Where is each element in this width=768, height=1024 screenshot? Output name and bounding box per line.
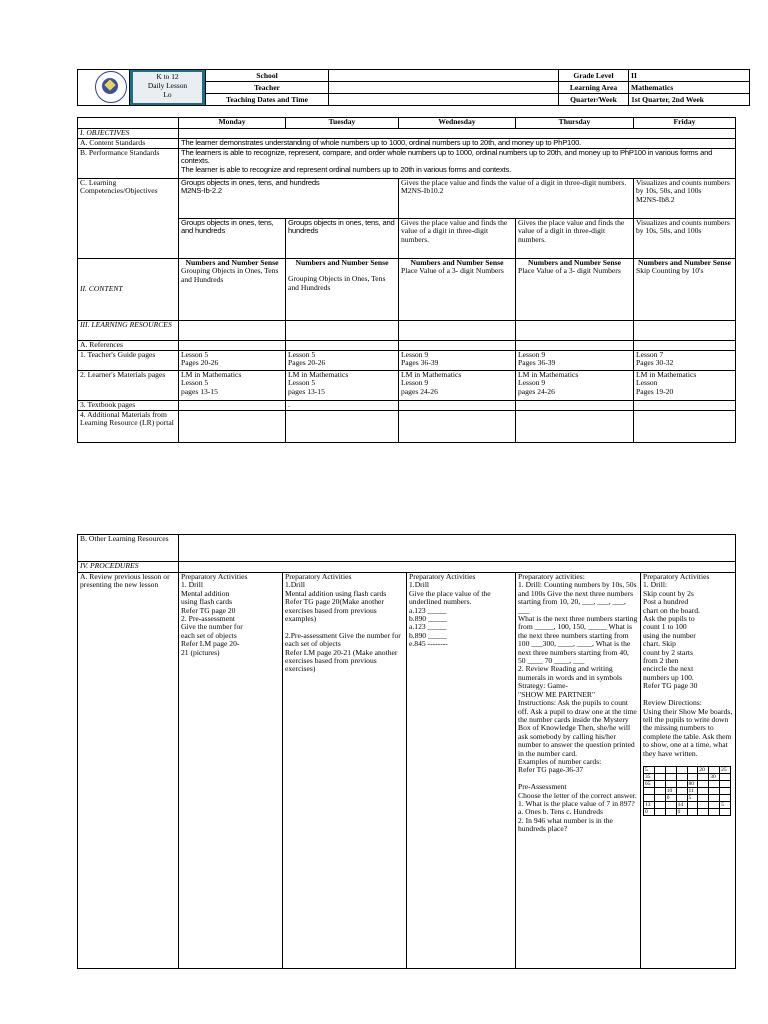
quarter-week-value[interactable]: 1st Quarter, 2nd Week	[629, 94, 750, 106]
number-grid-cell	[654, 801, 665, 808]
learning-resources-heading: III. LEARNING RESOURCES	[78, 321, 179, 341]
references-label: A. References	[78, 341, 179, 351]
content-topic-fri: Skip Counting by 10's	[636, 266, 704, 276]
content-heading-wed: Numbers and Number Sense	[410, 258, 504, 267]
other-resources-label: B. Other Learning Resources	[78, 535, 179, 562]
content-topic-mon: Grouping Objects in Ones, Tens and Hundreds	[181, 266, 279, 284]
tg-tuesday: Lesson 5 Pages 20-26	[286, 351, 399, 371]
number-grid-cell	[698, 794, 709, 801]
number-grid-cell	[676, 766, 687, 773]
number-grid-cell: 14	[676, 801, 687, 808]
number-grid-cell	[720, 773, 731, 780]
number-grid-row	[644, 787, 731, 794]
dll-title-box	[130, 70, 206, 106]
number-grid-cell	[720, 808, 731, 815]
grade-level-value[interactable]: II	[629, 70, 750, 82]
number-grid-cell	[698, 808, 709, 815]
number-grid-cell: 5	[720, 801, 731, 808]
additional-materials-label: 4. Additional Materials from Learning Resource (LR) portal	[78, 411, 179, 443]
procedures-heading: IV. PROCEDURES	[78, 562, 179, 573]
number-grid-cell	[665, 808, 676, 815]
day-wednesday: Wednesday	[399, 118, 516, 129]
number-grid-cell	[665, 780, 676, 787]
tg-wednesday: Lesson 9 Pages 36-39	[399, 351, 516, 371]
number-grid-cell	[709, 787, 720, 794]
teacher-value[interactable]	[329, 82, 559, 94]
number-grid-row	[644, 780, 731, 787]
lm-thursday: LM in Mathematics Lesson 9 pages 24-26	[516, 371, 634, 401]
content-heading: II. CONTENT	[78, 259, 179, 321]
content-thursday	[516, 259, 634, 321]
procedure-wednesday: Preparatory Activities 1.Drill Give the place value of the underlined numbers. a.123 _____ b.890 _____ a.123 _____ b.890 _____ e.845 --------	[407, 573, 516, 969]
number-grid-cell	[644, 794, 655, 801]
number-grid-cell	[720, 787, 731, 794]
content-monday	[179, 259, 286, 321]
number-grid-cell: 13	[644, 801, 655, 808]
lm-tuesday: LM in Mathematics Lesson 5 pages 13-15	[286, 371, 399, 401]
lesson-header-table	[77, 69, 750, 106]
dll-line-3: Lo	[163, 90, 172, 99]
dll-line-2: Daily Lesson	[147, 81, 188, 90]
learners-materials-label: 2. Learner's Materials pages	[78, 371, 179, 401]
number-grid-cell: 20	[698, 766, 709, 773]
number-grid-cell	[709, 766, 720, 773]
number-grid-cell: 11	[687, 787, 698, 794]
school-value[interactable]	[329, 70, 559, 82]
textbook-mark: .	[286, 401, 399, 411]
lm-monday: LM in Mathematics Lesson 5 pages 13-15	[179, 371, 286, 401]
procedure-friday	[641, 573, 736, 969]
competency-friday: Visualizes and counts numbers by 10s, 50s, and 100s	[634, 219, 736, 259]
content-wednesday	[399, 259, 516, 321]
competency-place-value: Gives the place value and finds the value of a digit in three-digit numbers. M2NS-Ib10.2	[399, 179, 634, 219]
competency-grouping: Groups objects in ones, tens, and hundreds M2NS-Ib-2.2	[179, 179, 399, 219]
number-grid-cell	[654, 773, 665, 780]
dll-line-1: K to 12	[156, 72, 179, 81]
deped-seal-icon	[95, 71, 127, 103]
procedure-monday: Preparatory Activities 1. Drill Mental addition using flash cards Refer TG page 20 2. Pre-assessment Give the number for each set of objects Refer LM page 20- 21 (pictures)	[179, 573, 283, 969]
number-grid-row	[644, 773, 731, 780]
learning-area-value[interactable]: Mathematics	[629, 82, 750, 94]
teachers-guide-label: 1. Teacher's Guide pages	[78, 351, 179, 371]
number-grid-cell	[676, 773, 687, 780]
competency-tuesday: Groups objects in ones, tens, and hundreds	[286, 219, 399, 259]
number-grid-cell: 35	[644, 773, 655, 780]
corner-cell	[78, 118, 179, 129]
number-grid	[643, 766, 731, 816]
number-grid-cell	[654, 787, 665, 794]
tg-friday: Lesson 7 Pages 30-32	[634, 351, 736, 371]
number-grid-cell	[709, 780, 720, 787]
content-topic-tue: Grouping Objects in Ones, Tens and Hundreds	[288, 274, 386, 292]
school-label: School	[206, 70, 329, 82]
procedure-tuesday: Preparatory Activities 1.Drill Mental addition using flash cards Refer TG page 20(Make another exercises based from previous examples) 2.Pre-assessment Give the number for each set of objects Refer LM page 20-21 (Make another exercises based from previous exercises)	[283, 573, 407, 969]
procedures-table	[77, 534, 736, 969]
review-label: A. Review previous lesson or presenting the new lesson	[78, 573, 179, 969]
content-heading-tue: Numbers and Number Sense	[295, 258, 389, 267]
number-grid-row	[644, 766, 731, 773]
number-grid-cell: 5	[644, 766, 655, 773]
number-grid-cell	[709, 808, 720, 815]
grade-level-label: Grade Level	[559, 70, 629, 82]
number-grid-cell	[709, 801, 720, 808]
teacher-label: Teacher	[206, 82, 329, 94]
number-grid-cell	[709, 794, 720, 801]
lm-wednesday: LM in Mathematics Lesson 9 pages 24-26	[399, 371, 516, 401]
performance-standards-label: B. Performance Standards	[78, 149, 179, 179]
day-monday: Monday	[179, 118, 286, 129]
number-grid-cell: 0	[644, 808, 655, 815]
number-grid-cell: 80	[687, 780, 698, 787]
number-grid-cell: 0	[676, 808, 687, 815]
deped-logo	[78, 70, 130, 106]
teaching-dates-value[interactable]	[329, 94, 559, 106]
procedure-friday-text: Preparatory Activities 1. Drill: Skip count by 2s Post a hundred chart on the board. Ask the pupils to count 1 to 100 using the number chart. Skip count by 2 starts from 2 then encircle the next numbers up 100. Refer TG page 30 Review Directions: Using their Show Me boards, tell the pupils to write down the missing numbers to complete the table. Ask them to show, one at a time, what they have written.	[643, 572, 733, 758]
competency-skip-counting: Visualizes and counts numbers by 10s, 50s, and 100s M2NS-Ib8.2	[634, 179, 736, 219]
number-grid-row	[644, 801, 731, 808]
number-grid-cell	[654, 794, 665, 801]
lm-friday: LM in Mathematics Lesson Pages 19-20	[634, 371, 736, 401]
number-grid-cell	[720, 780, 731, 787]
content-topic-thu: Place Value of a 3- digit Numbers	[518, 266, 621, 276]
number-grid-cell	[687, 773, 698, 780]
number-grid-cell	[676, 780, 687, 787]
number-grid-cell	[644, 787, 655, 794]
content-topic-wed: Place Value of a 3- digit Numbers	[401, 266, 504, 276]
number-grid-cell	[720, 794, 731, 801]
number-grid-cell: 10	[665, 787, 676, 794]
day-tuesday: Tuesday	[286, 118, 399, 129]
objectives-heading: I. OBJECTIVES	[78, 129, 179, 139]
tg-thursday: Lesson 9 Pages 36-39	[516, 351, 634, 371]
day-friday: Friday	[634, 118, 736, 129]
number-grid-cell	[654, 766, 665, 773]
content-heading-fri: Numbers and Number Sense	[638, 258, 731, 267]
content-standards-label: A. Content Standards	[78, 139, 179, 149]
day-thursday: Thursday	[516, 118, 634, 129]
number-grid-cell	[687, 801, 698, 808]
number-grid-cell	[687, 766, 698, 773]
number-grid-cell	[698, 787, 709, 794]
number-grid-cell	[676, 794, 687, 801]
number-grid-cell	[654, 780, 665, 787]
number-grid-cell	[698, 801, 709, 808]
number-grid-row	[644, 794, 731, 801]
performance-standards-text: The learners is able to recognize, represent, compare, and order whole numbers up to 1000, ordinal numbers up to 20th, and money up to PhP100 in various forms and contexts. The learner is able to recognize and represent ordinal numbers up to 20th in various forms and contexts.	[179, 149, 736, 179]
number-grid-cell: 25	[720, 766, 731, 773]
textbook-pages-label: 3. Textbook pages	[78, 401, 179, 411]
lesson-plan-table	[77, 117, 736, 443]
number-grid-cell	[698, 773, 709, 780]
number-grid-cell	[676, 787, 687, 794]
number-grid-cell: 65	[644, 780, 655, 787]
learning-area-label: Learning Area	[559, 82, 629, 94]
teaching-dates-label: Teaching Dates and Time	[206, 94, 329, 106]
content-heading-thu: Numbers and Number Sense	[528, 258, 621, 267]
number-grid-row	[644, 808, 731, 815]
content-standards-text: The learner demonstrates understanding of whole numbers up to 1000, ordinal numbers up to 20th, and money up to PhP100.	[179, 139, 736, 149]
number-grid-cell	[665, 766, 676, 773]
number-grid-cell: 5	[687, 794, 698, 801]
tg-monday: Lesson 5 Pages 20-26	[179, 351, 286, 371]
content-friday	[634, 259, 736, 321]
quarter-week-label: Quarter/Week	[559, 94, 629, 106]
number-grid-cell	[665, 773, 676, 780]
competency-monday: Groups objects in ones, tens, and hundreds	[179, 219, 286, 259]
competency-thursday: Gives the place value and finds the value of a digit in three-digit numbers.	[516, 219, 634, 259]
number-grid-cell: 30	[709, 773, 720, 780]
number-grid-cell	[665, 801, 676, 808]
procedure-thursday: Preparatory activities: 1. Drill: Counting numbers by 10s, 50s and 100s Give the next three numbers starting from 10, 20, ___, ___, ___, ___ What is the next three numbers starting from _____, 100, 150, _____ What is the next three numbers starting from 100 ___300, ____, ____, What is the next three numbers starting from 40, 50 ____ 70 ____, ___ 2. Review Reading and writing numerals in words and in symbols Strategy: Game- "SHOW ME PARTNER" Instructions: Ask the pupils to count off. Ask a pupil to draw one at the time the number cards inside the Mystery Box of Knowledge Then, she/he will ask somebody by calling his/her number to answer the question printed in the number card. Examples of number cards: Refer TG page-36-37 Pre-Assessment Choose the letter of the correct answer. 1. What is the place value of 7 in 897? a. Ones b. Tens c. Hundreds 2. In 946 what number is in the hundreds place?	[516, 573, 641, 969]
competency-wednesday: Gives the place value and finds the value of a digit in three-digit numbers.	[399, 219, 516, 259]
competencies-label: C. Learning Competencies/Objectives	[78, 179, 179, 259]
content-heading-mon: Numbers and Number Sense	[185, 258, 279, 267]
number-grid-cell	[687, 808, 698, 815]
content-tuesday	[286, 259, 399, 321]
number-grid-cell	[698, 780, 709, 787]
number-grid-cell: 0	[665, 794, 676, 801]
number-grid-cell	[654, 808, 665, 815]
